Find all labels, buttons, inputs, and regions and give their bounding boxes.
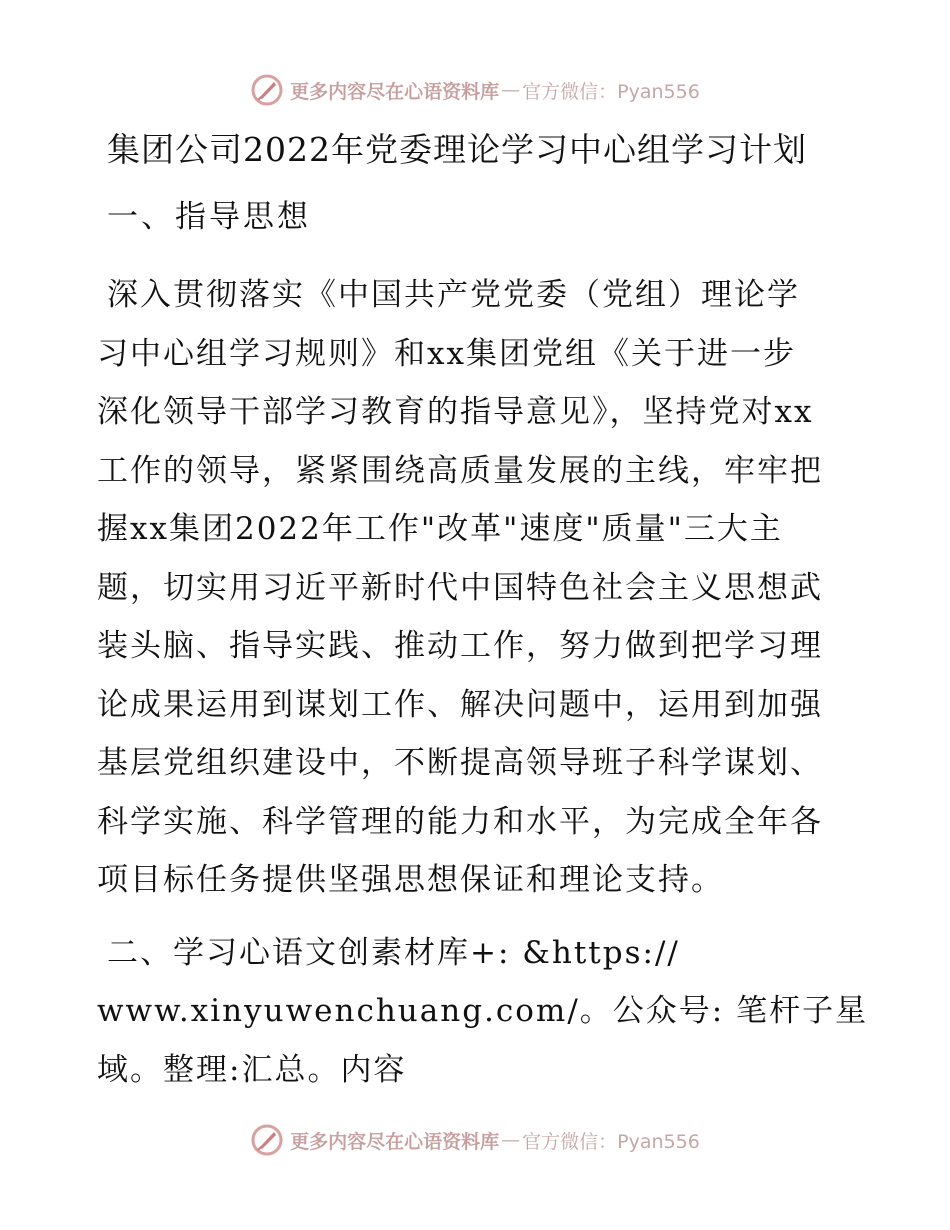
watermark-dash: — bbox=[501, 1129, 521, 1151]
document-title: 集团公司2022年党委理论学习中心组学习计划 bbox=[107, 130, 807, 169]
paragraph-line: 习中心组学习规则》和xx集团党组《关于进一步 bbox=[97, 335, 796, 372]
paragraph-line: 科学实施、科学管理的能力和水平，为完成全年各 bbox=[97, 803, 823, 840]
paragraph-section-two bbox=[97, 924, 869, 1100]
feather-pen-circle-icon bbox=[250, 1123, 284, 1157]
watermark-suffix: 官方微信：Pyan556 bbox=[522, 80, 700, 103]
watermark-dash: — bbox=[501, 79, 521, 101]
paragraph-line: 握xx集团2022年工作"改革"速度"质量"三大主 bbox=[97, 511, 783, 547]
footer-watermark bbox=[0, 1120, 950, 1160]
paragraph-line: 域。整理:汇总。内容 bbox=[97, 1051, 407, 1088]
paragraph-line: 工作的领导，紧紧围绕高质量发展的主线，牢牢把 bbox=[97, 452, 823, 489]
watermark-text: 更多内容尽在心语资料库 bbox=[290, 80, 500, 103]
watermark-text: 更多内容尽在心语资料库 bbox=[290, 1130, 500, 1153]
paragraph-line: 二、学习心语文创素材库+: &https:// bbox=[107, 934, 680, 971]
paragraph-line: 项目标任务提供坚强思想保证和理论支持。 bbox=[97, 862, 724, 898]
paragraph-line: www.xinyuwenchuang.com/。公众号: 笔杆子星 bbox=[97, 993, 869, 1029]
paragraph-line: 题，切实用习近平新时代中国特色社会主义思想武 bbox=[97, 569, 823, 606]
header-watermark bbox=[0, 70, 950, 110]
section-heading-guiding-ideology: 一、指导思想 bbox=[107, 199, 311, 235]
paragraph-line: 深入贯彻落实《中国共产党党委（党组）理论学 bbox=[107, 277, 800, 313]
feather-pen-circle-icon bbox=[250, 73, 284, 107]
watermark-suffix: 官方微信：Pyan556 bbox=[522, 1130, 700, 1153]
paragraph-guiding-ideology bbox=[97, 266, 857, 910]
paragraph-line: 深化领导干部学习教育的指导意见》，坚持党对xx bbox=[97, 394, 814, 430]
paragraph-line: 基层党组织建设中，不断提高领导班子科学谋划、 bbox=[97, 745, 823, 781]
document-body bbox=[97, 120, 869, 1099]
paragraph-line: 装头脑、指导实践、推动工作，努力做到把学习理 bbox=[97, 628, 823, 664]
paragraph-line: 论成果运用到谋划工作、解决问题中，运用到加强 bbox=[97, 686, 823, 723]
